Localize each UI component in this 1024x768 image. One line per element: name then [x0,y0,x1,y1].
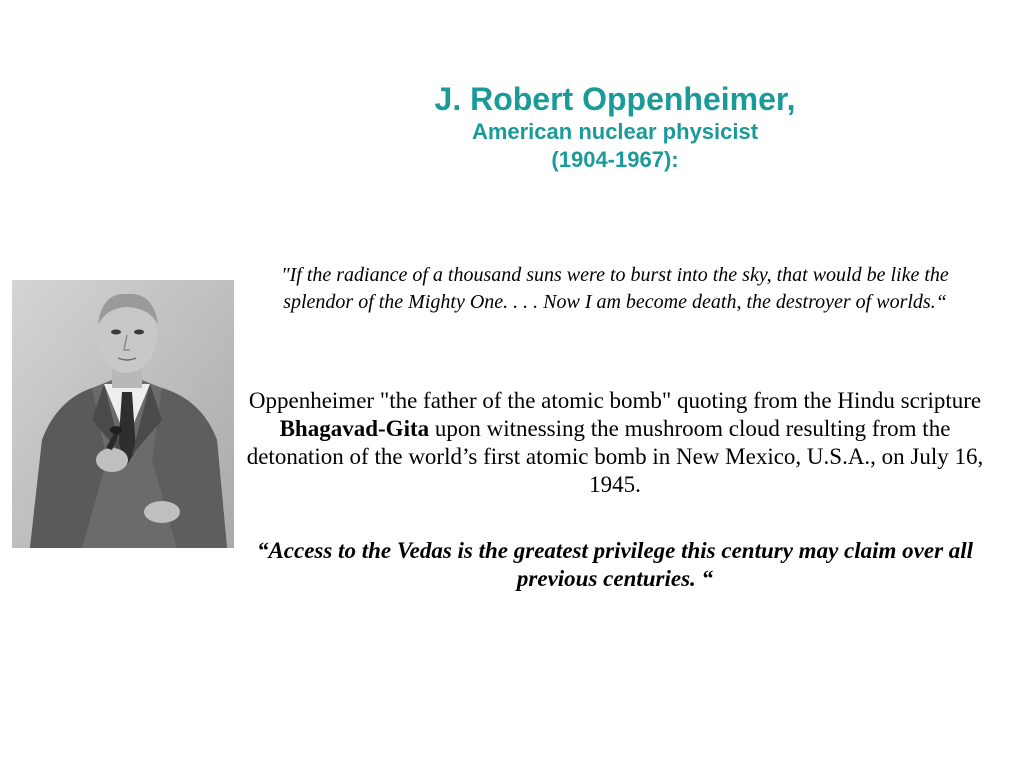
title-block [330,80,900,174]
gita-quote-text: "If the radiance of a thousand suns were to burst into the sky, that would be like the splendor of the Mighty One. . . . Now I am become death, the destroyer of worlds.“ [281,264,949,313]
scripture-name: Bhagavad-Gita [279,416,430,441]
oppenheimer-photo [12,280,234,548]
description-paragraph [244,387,986,499]
vedas-quote: “Access to the Vedas is the greatest privilege this century may claim over all previous centuries. “ [256,538,974,591]
page-title: J. Robert Oppenheimer, [434,81,796,117]
gita-quote [244,262,986,316]
page-subtitle: American nuclear physicist [471,119,759,144]
life-years: (1904-1967): [551,147,679,172]
description-text-1: Oppenheimer "the father of the atomic bomb" quoting from the Hindu scripture [248,388,982,413]
description-text-2: upon witnessing the mushroom cloud resulting from the detonation of the world’s first atomic bomb in New Mexico, U.S.A., on July 16, 1945. [246,416,984,497]
portrait-image [12,280,234,548]
